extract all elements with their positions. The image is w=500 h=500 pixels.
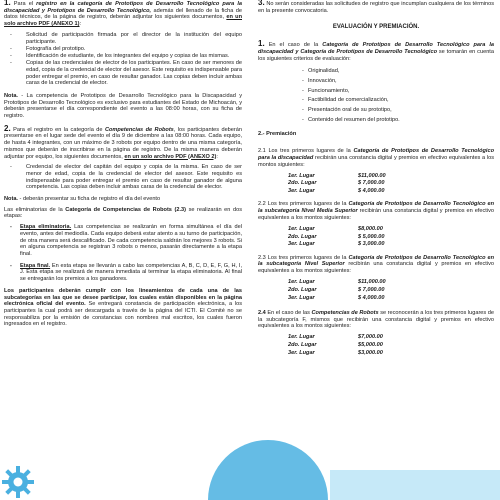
item-number: 1. (4, 0, 11, 7)
section-2-1: 2.1 Los tres primeros lugares de la Categoría de Prototipos de Desarrollo Tecnológico para la discapacidad recibirán una constancia digital y premios en efectivo equivalentes a los montos siguientes: (258, 148, 495, 168)
list-item: - Presentación oral de su prototipo, (302, 107, 494, 114)
section-2-2: 2.2 Los tres primeros lugares de la Categoría de Prototipos de Desarrollo Tecnológico en la subcategoría Nivel Media Superior recibirán una constancia digital y premios en efectivo equivalentes a los montos siguientes: (258, 201, 494, 221)
stage-item: - Etapa final. En esta etapa se llevarán a cabo las competencias A, B, C, D, E, F, G, H, I, J. Esta etapa se realizará de manera inmediata al terminar la etapa eliminatoria. Al final se entregarán los premios a los ganadores. (10, 263, 242, 283)
table-row: 1er. Lugar $8,000.00 (288, 225, 383, 232)
section-2-4: 2.4 En el caso de las Competencias de Robots se reconocerán a los tres primeros lugares de la subcategoría F, mismos que recibirán una constancia digital y premios en efectivo equivalentes a los montos siguientes: (258, 309, 494, 330)
item-number: 1. (258, 39, 265, 49)
table-row: 1er. Lugar $7,000.00 (288, 334, 383, 341)
prize-table-3 (288, 279, 386, 302)
table-row: 3er. Lugar $3,000.00 (288, 349, 383, 356)
documents-list-1 (4, 32, 242, 87)
table-row: 2do. Lugar $5,000.00 (288, 342, 383, 349)
guidelines-paragraph: Los participantes deberán cumplir con los lineamientos de cada una de las subcategorías en las que se desee participar, los cuales están disponibles en la página electrónica oficial del evento. Se entregará constancia de participación electrónica, a los participantes la cual podrá ser descargada a través de la página del ICTI. El Comité no se responsabiliza por la emisión de constancias con nombres mal escritos, los cuales fueron ingresados en el registro. (4, 287, 242, 328)
left-column (4, 0, 242, 332)
annex-reference: en un solo archivo PDF (ANEXO 2) (124, 153, 217, 160)
table-row: 1er. Lugar $11,000.00 (288, 279, 386, 286)
documents-list-2 (4, 164, 242, 191)
stages-list (4, 224, 242, 283)
section-heading: EVALUACIÓN Y PREMIACIÓN. (332, 24, 420, 31)
category-name: Categoría de Prototipos de Desarrollo Tecnológico para la discapacidad y Categoría de Prototipos de Desarrollo Tecnológico (258, 42, 494, 55)
table-row: 3er. Lugar $ 4,000.00 (288, 188, 385, 195)
evaluation-paragraph: 1. En el caso de la Categoría de Prototipos de Desarrollo Tecnológico para la discapacidad y Categoría de Prototipos de Desarrollo Tecnológico se tomarán en cuenta los siguientes criterios de evaluación: (258, 39, 494, 62)
stage-item: - Etapa eliminatoria. Las competencias se realizarán en forma simultánea el día del evento, antes del mediodía. Cada equipo deberá estar atento a su turno de participación, de otra manera será descalificado. De cada competencia saldrán los mejores 3 robots. Si en alguna competencia se registran 3 robots o menos, pasarán directamente a la etapa final. (10, 224, 242, 258)
decorative-blue-band (330, 470, 500, 500)
right-column (258, 0, 494, 363)
prize-table-2 (288, 225, 384, 248)
prize-table-4 (288, 334, 383, 357)
paragraph-2: 2. Para el registro en la categoría de Competencias de Robots, los participantes deberán presentarse en el lugar sede del evento el día 9 de diciembre a las 08:00 horas. Cada equipo, de hasta 4 integrantes, con un máximo de 3 robots por equipo dentro de una misma categoría, mismos que deberán de inscribirse en la página de registro. De la misma manera deberán adjuntar por equipo, los siguientes documentos, en un solo archivo PDF (ANEXO 2): (4, 123, 242, 160)
list-item: - Innovación, (302, 78, 494, 85)
list-item: - Contenido del resumen del prototipo. (302, 117, 494, 124)
decorative-blue-shape (208, 440, 328, 500)
eliminatorias-paragraph: Las eliminatorias de la Categoría de Competencias de Robots (2.3) se realizarán en dos etapas: (4, 206, 242, 220)
list-item: - Factibilidad de comercialización, (302, 97, 494, 104)
note-1: Nota. - La competencia de Prototipos de Desarrollo Tecnológico para la Discapacidad y Prototipos de Desarrollo Tecnológico es exclusivo para estudiantes del Estado de Michoacán, y deberán presentarse el día correspondiente del evento a las 08:00 horas, con su ficha de registro. (4, 92, 242, 120)
gear-icon (0, 464, 36, 500)
list-item: - Originalidad, (302, 68, 494, 75)
note-2: Nota. - deberán presentar su ficha de registro el día del evento (4, 196, 161, 203)
table-row: 2do. Lugar $ 5,000.00 (288, 233, 385, 240)
category-name: registro en la categoría de Prototipos de Desarrollo Tecnológico para la discapacidad y Prototipos de Desarrollo Tecnológico, (4, 1, 243, 14)
annex-reference: en un solo archivo PDF (ANEXO 1) (4, 14, 242, 28)
table-row: 2do. Lugar $ 7,000.00 (288, 180, 385, 187)
premiacion-heading: 2.- Premiación (258, 131, 297, 138)
item-number: 2. (4, 123, 11, 133)
item-number: 3. (258, 0, 265, 7)
category-name: Competencias de Robots (104, 126, 174, 133)
list-item: - Copias de las credenciales de elector de los participantes. En caso de ser menores de edad, copia de la credencial de elector del asesor. Este requisito es indispensable para poder entregar el premio, en caso de resultar ganador. Las copias deben incluir ambas caras de la credencial de elector. (18, 60, 242, 87)
paragraph-1: 1. Para el registro en la categoría de Prototipos de Desarrollo Tecnológico para la discapacidad y Prototipos de Desarrollo Tecnológico, además del llenado de la ficha de datos técnicos, de la página de registro, deberán adjuntar los siguientes documentos, en un solo archivo PDF (ANEXO 1): (4, 0, 243, 28)
list-item: - Credencial de elector del capitán del equipo y copia de la misma. En caso de ser menor de edad, copia de la credencial de elector del asesor. Este requisito es indispensable para poder entregar el premio en caso de resultar ganador de alguna competencia. Las copias deben incluir ambas caras de la credencial de elector. (18, 164, 242, 191)
criteria-list (258, 68, 494, 123)
prize-table-1 (288, 172, 386, 195)
paragraph-3: 3. No serán consideradas las solicitudes de registro que incumplan cualquiera de los términos en la presente convocatoria. (258, 0, 494, 14)
table-row: 2do. Lugar $ 7,000.00 (288, 286, 385, 293)
list-item: - Solicitud de participación firmada por el director de la institución del equipo participante. (18, 32, 242, 45)
table-row: 3er. Lugar $ 3,000.00 (288, 241, 385, 248)
table-row: 1er. Lugar $11,000.00 (288, 172, 386, 179)
list-item: - Funcionamiento, (302, 88, 494, 95)
list-item: - Identificación de estudiante, de los integrantes del equipo y copias de las mismas. (18, 53, 242, 60)
list-item: - Fotografía del prototipo. (18, 46, 242, 53)
section-2-3: 2.3 Los tres primeros lugares de la Categoría de Prototipos de Desarrollo Tecnológico en la subcategoría Nivel Superior recibirán una constancia digital y premios en efectivo equivalentes a los montos siguientes: (258, 254, 494, 274)
table-row: 3er. Lugar $ 4,000.00 (288, 294, 385, 301)
